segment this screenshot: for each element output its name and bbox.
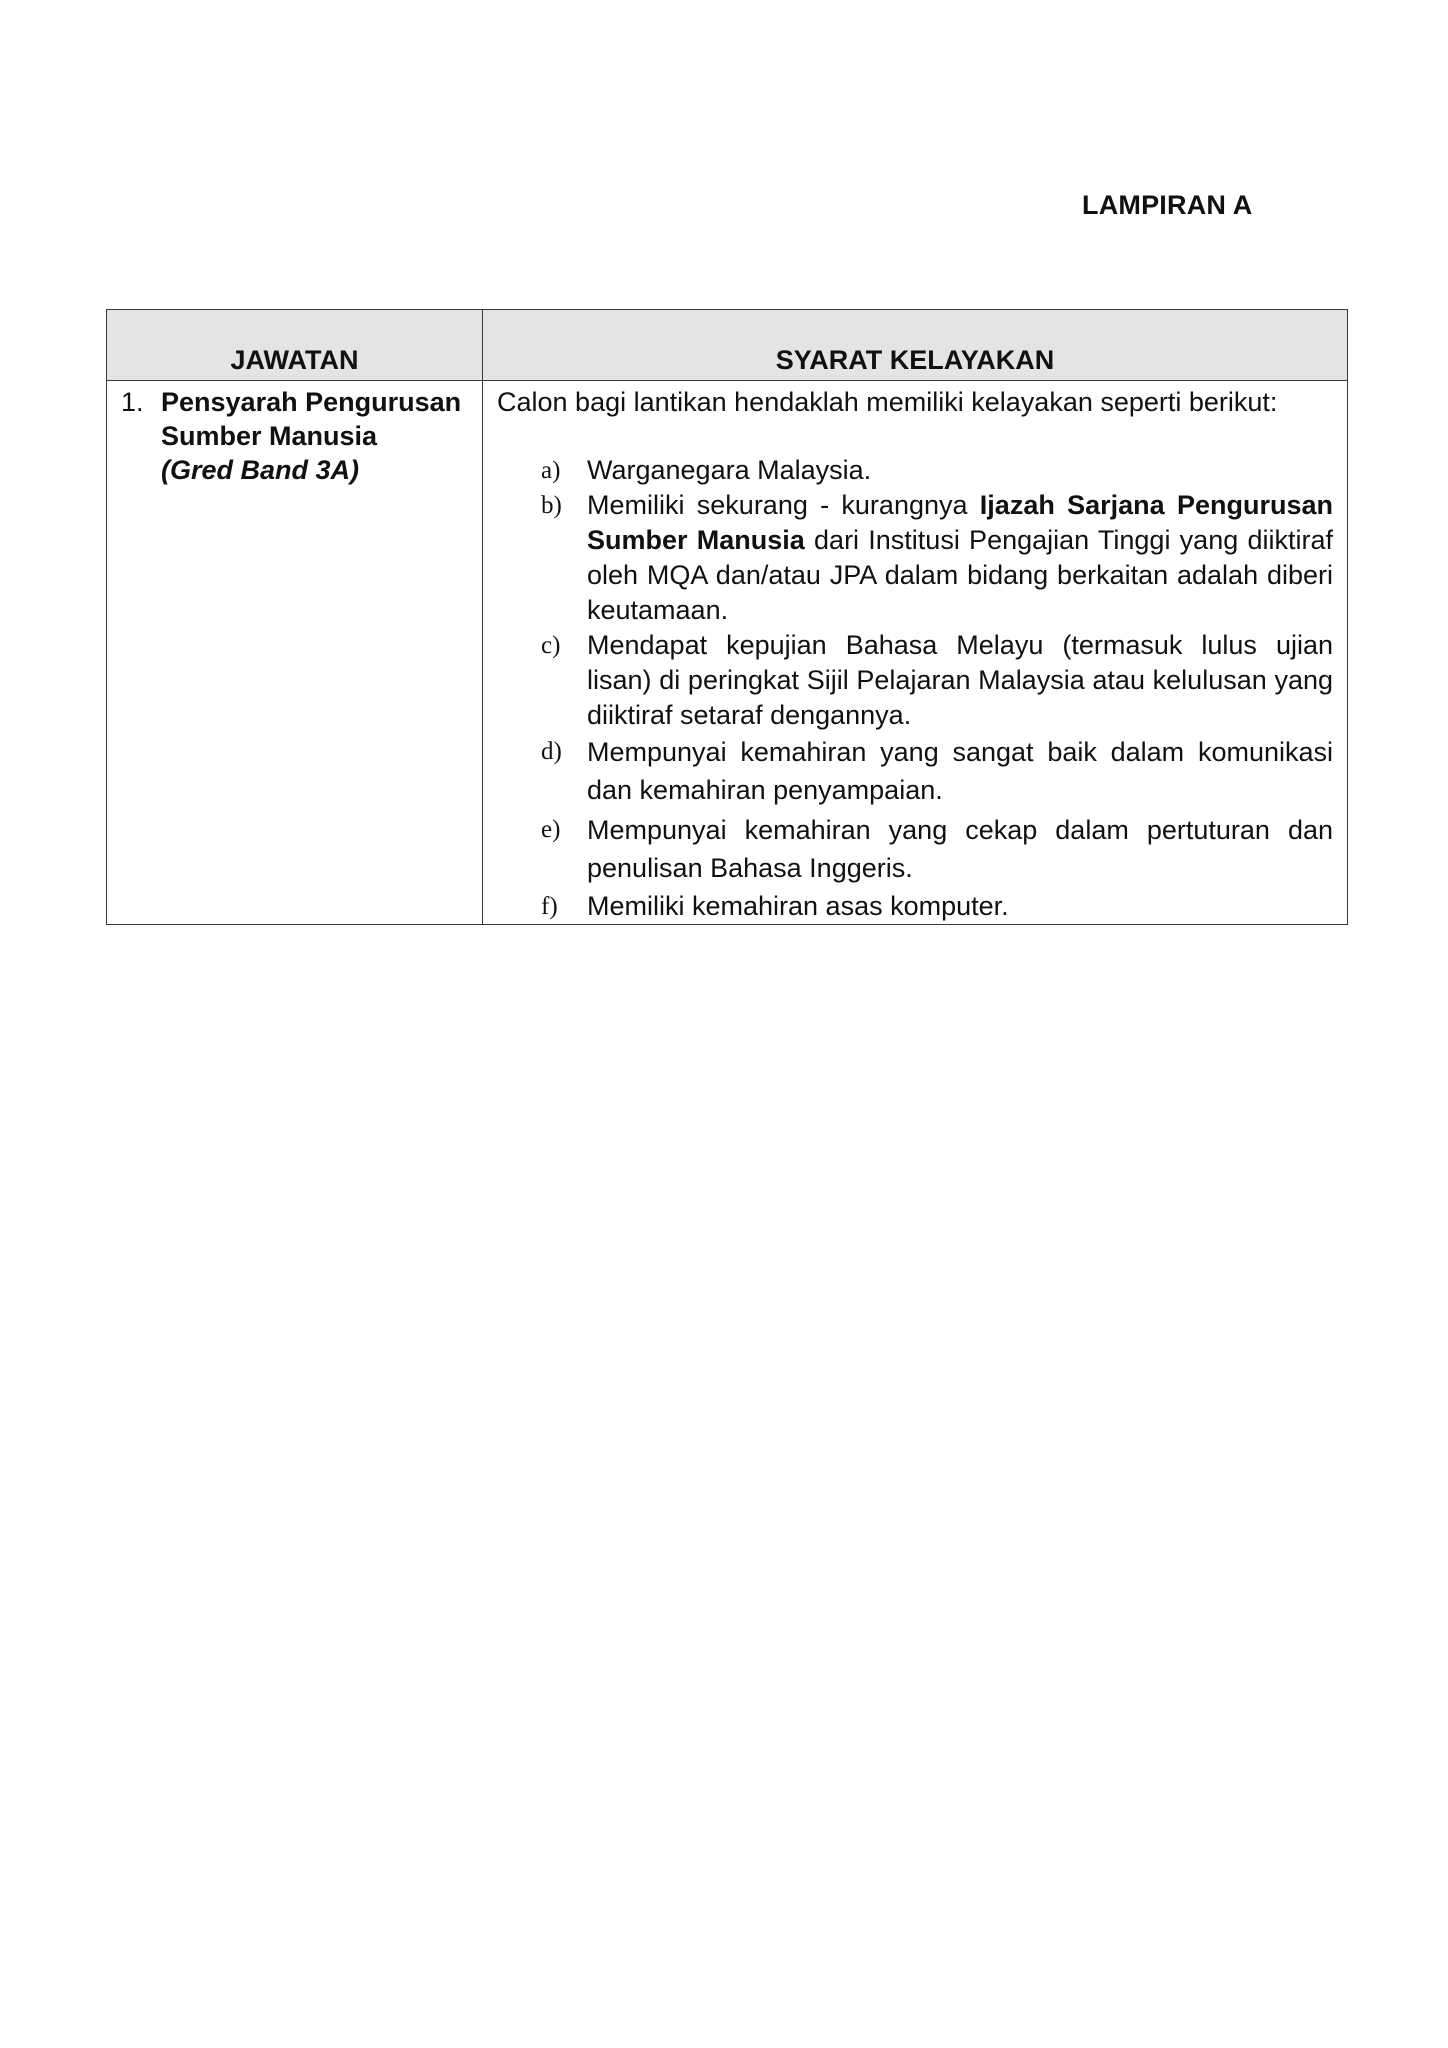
requirements-table	[106, 309, 1348, 925]
table-header-row	[107, 310, 1348, 381]
position-title-line2: Sumber Manusia	[161, 421, 378, 451]
list-item-letter: e)	[541, 816, 561, 843]
list-item	[541, 889, 1335, 924]
header-syarat: SYARAT KELAYAKAN	[483, 310, 1348, 381]
position-title-line1: Pensyarah Pengurusan	[161, 387, 462, 417]
list-item-text: Warganegara Malaysia.	[587, 455, 872, 485]
position-number: 1.	[121, 387, 144, 417]
list-item-letter: f)	[541, 893, 558, 920]
table-row	[107, 381, 1348, 925]
list-item	[541, 488, 1335, 628]
list-item-text: Mempunyai kemahiran yang cekap dalam pertuturan dan penulisan Bahasa Inggeris.	[587, 815, 1333, 883]
list-item-text-before: Memiliki sekurang - kurangnya	[587, 490, 980, 520]
list-item-text: Mendapat kepujian Bahasa Melayu (termasuk lulus ujian lisan) di peringkat Sijil Pelajaran Malaysia atau kelulusan yang diiktiraf setaraf dengannya.	[587, 630, 1333, 730]
syarat-cell	[483, 381, 1348, 925]
position-grade: (Gred Band 3A)	[161, 455, 360, 485]
list-item	[541, 811, 1335, 887]
list-item	[541, 733, 1335, 809]
appendix-label: LAMPIRAN A	[1082, 190, 1253, 220]
list-item-letter: c)	[541, 632, 561, 659]
requirements-list	[497, 453, 1335, 924]
list-item-text: Mempunyai kemahiran yang sangat baik dalam komunikasi dan kemahiran penyampaian.	[587, 737, 1333, 805]
header-jawatan: JAWATAN	[107, 310, 483, 381]
requirements-intro: Calon bagi lantikan hendaklah memiliki kelayakan seperti berikut:	[497, 387, 1278, 417]
list-item-letter: a)	[541, 457, 561, 484]
list-item-letter: b)	[541, 492, 562, 519]
list-item-text: Memiliki kemahiran asas komputer.	[587, 891, 1009, 921]
list-item-text-after: dari Institusi Pengajian Tinggi yang diiktiraf oleh MQA dan/atau JPA dalam bidang berkaitan adalah diberi keutamaan.	[587, 525, 1333, 625]
list-item-text	[587, 488, 1335, 628]
list-item	[541, 453, 1335, 488]
degree-requirement: Ijazah Sarjana Pengurusan Sumber Manusia	[587, 490, 1333, 555]
list-item	[541, 628, 1335, 733]
list-item-letter: d)	[541, 738, 562, 765]
jawatan-cell	[107, 381, 483, 925]
